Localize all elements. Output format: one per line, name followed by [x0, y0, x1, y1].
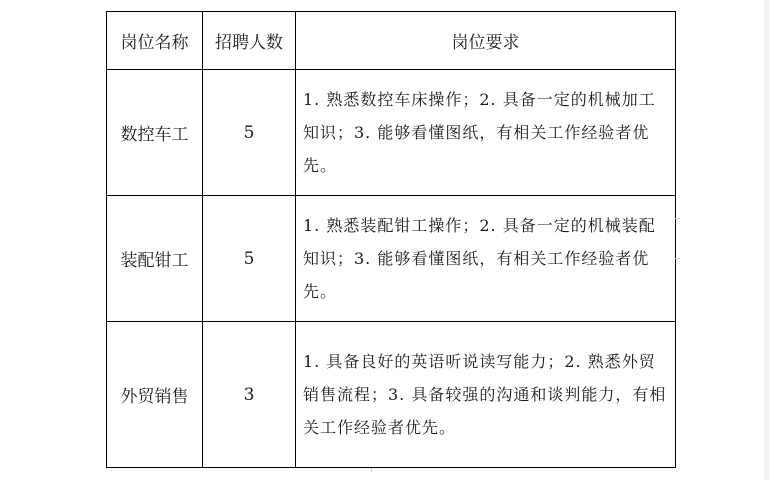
- table-header-row: [107, 12, 676, 70]
- requirements-cell: 1. 熟悉装配钳工操作；2. 具备一定的机械装配知识；3. 能够看懂图纸，有相关工作经验者优先。: [296, 196, 676, 322]
- recruitment-table: [106, 11, 676, 468]
- requirements-cell: 1. 熟悉数控车床操作；2. 具备一定的机械加工知识；3. 能够看懂图纸，有相关工作经验者优先。: [296, 70, 676, 196]
- table-row: [107, 322, 676, 468]
- table-row: [107, 196, 676, 322]
- position-cell: 装配钳工: [107, 196, 203, 322]
- border-stub: [675, 218, 680, 219]
- border-stub: [371, 468, 372, 472]
- page-right-edge: [764, 0, 769, 480]
- header-position: 岗位名称: [107, 12, 203, 70]
- position-cell: 外贸销售: [107, 322, 203, 468]
- requirements-cell: 1. 具备良好的英语听说读写能力；2. 熟悉外贸销售流程；3. 具备较强的沟通和谈判能力，有相关工作经验者优先。: [296, 322, 676, 468]
- table-row: [107, 70, 676, 196]
- position-cell: 数控车工: [107, 70, 203, 196]
- count-cell: 5: [203, 196, 296, 322]
- count-cell: 3: [203, 322, 296, 468]
- header-requirements: 岗位要求: [296, 12, 676, 70]
- header-count: 招聘人数: [203, 12, 296, 70]
- count-cell: 5: [203, 70, 296, 196]
- border-stub: [675, 258, 680, 259]
